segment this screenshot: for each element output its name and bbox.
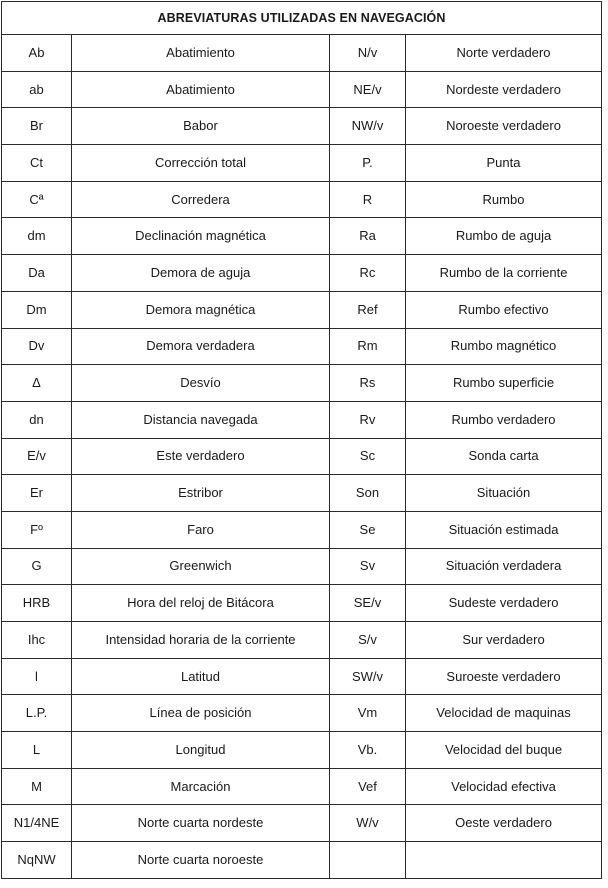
abbreviation-right-cell: NW/v [330,108,406,145]
table-row [2,768,602,805]
abbreviation-left-cell: HRB [2,585,72,622]
meaning-left-cell: Línea de posición [72,695,330,732]
meaning-left-cell: Longitud [72,732,330,769]
meaning-left-cell: Corrección total [72,145,330,182]
meaning-right-cell: Rumbo verdadero [406,401,602,438]
table-row [2,548,602,585]
meaning-left-cell: Demora de aguja [72,255,330,292]
meaning-right-cell: Suroeste verdadero [406,658,602,695]
meaning-left-cell: Declinación magnética [72,218,330,255]
table-row [2,511,602,548]
abbreviation-right-cell: S/v [330,622,406,659]
meaning-right-cell: Rumbo efectivo [406,291,602,328]
abbreviation-right-cell: Vb. [330,732,406,769]
abbreviation-right-cell: P. [330,145,406,182]
meaning-left-cell: Babor [72,108,330,145]
abbreviation-right-cell: Rc [330,255,406,292]
abbreviation-right-cell: SW/v [330,658,406,695]
abbreviation-left-cell: Br [2,108,72,145]
meaning-right-cell: Sonda carta [406,438,602,475]
meaning-left-cell: Distancia navegada [72,401,330,438]
meaning-right-cell: Sudeste verdadero [406,585,602,622]
table-row [2,108,602,145]
meaning-left-cell: Norte cuarta noroeste [72,842,330,879]
meaning-left-cell: Abatimiento [72,35,330,72]
meaning-left-cell: Faro [72,511,330,548]
abbreviation-left-cell: Dm [2,291,72,328]
abbreviations-table [1,1,602,879]
table-row [2,622,602,659]
meaning-right-cell: Norte verdadero [406,35,602,72]
abbreviation-left-cell: Δ [2,365,72,402]
table-row [2,805,602,842]
table-row [2,35,602,72]
meaning-right-cell: Situación [406,475,602,512]
meaning-left-cell: Demora verdadera [72,328,330,365]
abbreviation-right-cell: Rs [330,365,406,402]
table-title: ABREVIATURAS UTILIZADAS EN NAVEGACIÓN [2,2,602,35]
meaning-right-cell: Situación verdadera [406,548,602,585]
abbreviation-left-cell: G [2,548,72,585]
meaning-right-cell: Oeste verdadero [406,805,602,842]
abbreviation-right-cell: SE/v [330,585,406,622]
table-row [2,328,602,365]
abbreviation-left-cell: M [2,768,72,805]
abbreviation-left-cell: Cª [2,181,72,218]
table-row [2,695,602,732]
table-row [2,585,602,622]
table-row [2,438,602,475]
meaning-left-cell: Este verdadero [72,438,330,475]
abbreviation-left-cell: Ab [2,35,72,72]
abbreviation-right-cell: Vef [330,768,406,805]
meaning-left-cell: Hora del reloj de Bitácora [72,585,330,622]
abbreviation-left-cell: L.P. [2,695,72,732]
table-row [2,145,602,182]
meaning-right-cell: Punta [406,145,602,182]
table-row [2,365,602,402]
abbreviation-right-cell: Ra [330,218,406,255]
abbreviation-left-cell: E/v [2,438,72,475]
table-row [2,732,602,769]
abbreviation-left-cell: l [2,658,72,695]
abbreviation-right-cell: Son [330,475,406,512]
table-row [2,291,602,328]
meaning-left-cell: Greenwich [72,548,330,585]
abbreviation-left-cell: L [2,732,72,769]
abbreviation-left-cell: ab [2,71,72,108]
abbreviation-left-cell: NqNW [2,842,72,879]
abbreviation-right-cell: NE/v [330,71,406,108]
abbreviation-left-cell: Ct [2,145,72,182]
table-title-row [2,2,602,35]
meaning-left-cell: Demora magnética [72,291,330,328]
table-body [2,35,602,879]
abbreviation-right-cell: N/v [330,35,406,72]
meaning-left-cell: Latitud [72,658,330,695]
abbreviation-right-cell: Rm [330,328,406,365]
abbreviation-left-cell: N1/4NE [2,805,72,842]
meaning-right-cell: Rumbo [406,181,602,218]
meaning-right-cell [406,842,602,879]
meaning-right-cell: Velocidad de maquinas [406,695,602,732]
meaning-left-cell: Norte cuarta nordeste [72,805,330,842]
meaning-right-cell: Velocidad del buque [406,732,602,769]
meaning-right-cell: Situación estimada [406,511,602,548]
abbreviation-left-cell: Er [2,475,72,512]
abbreviation-right-cell: Vm [330,695,406,732]
meaning-left-cell: Abatimiento [72,71,330,108]
meaning-right-cell: Rumbo superficie [406,365,602,402]
abbreviation-left-cell: Ihc [2,622,72,659]
meaning-left-cell: Corredera [72,181,330,218]
table-row [2,181,602,218]
abbreviation-left-cell: dn [2,401,72,438]
abbreviation-right-cell: R [330,181,406,218]
meaning-right-cell: Velocidad efectiva [406,768,602,805]
abbreviation-right-cell: Sc [330,438,406,475]
meaning-right-cell: Sur verdadero [406,622,602,659]
table-row [2,401,602,438]
abbreviation-right-cell: Rv [330,401,406,438]
abbreviation-left-cell: Dv [2,328,72,365]
meaning-left-cell: Marcación [72,768,330,805]
meaning-right-cell: Nordeste verdadero [406,71,602,108]
table-row [2,842,602,879]
abbreviation-right-cell: Se [330,511,406,548]
meaning-left-cell: Estribor [72,475,330,512]
table-row [2,218,602,255]
abbreviation-right-cell: Sv [330,548,406,585]
meaning-right-cell: Rumbo de la corriente [406,255,602,292]
abbreviation-left-cell: dm [2,218,72,255]
meaning-left-cell: Desvío [72,365,330,402]
table-row [2,658,602,695]
table-row [2,475,602,512]
meaning-left-cell: Intensidad horaria de la corriente [72,622,330,659]
meaning-right-cell: Noroeste verdadero [406,108,602,145]
meaning-right-cell: Rumbo magnético [406,328,602,365]
abbreviation-left-cell: Fº [2,511,72,548]
abbreviation-right-cell: W/v [330,805,406,842]
abbreviation-left-cell: Da [2,255,72,292]
table-row [2,255,602,292]
abbreviation-right-cell [330,842,406,879]
table-row [2,71,602,108]
abbreviation-right-cell: Ref [330,291,406,328]
meaning-right-cell: Rumbo de aguja [406,218,602,255]
